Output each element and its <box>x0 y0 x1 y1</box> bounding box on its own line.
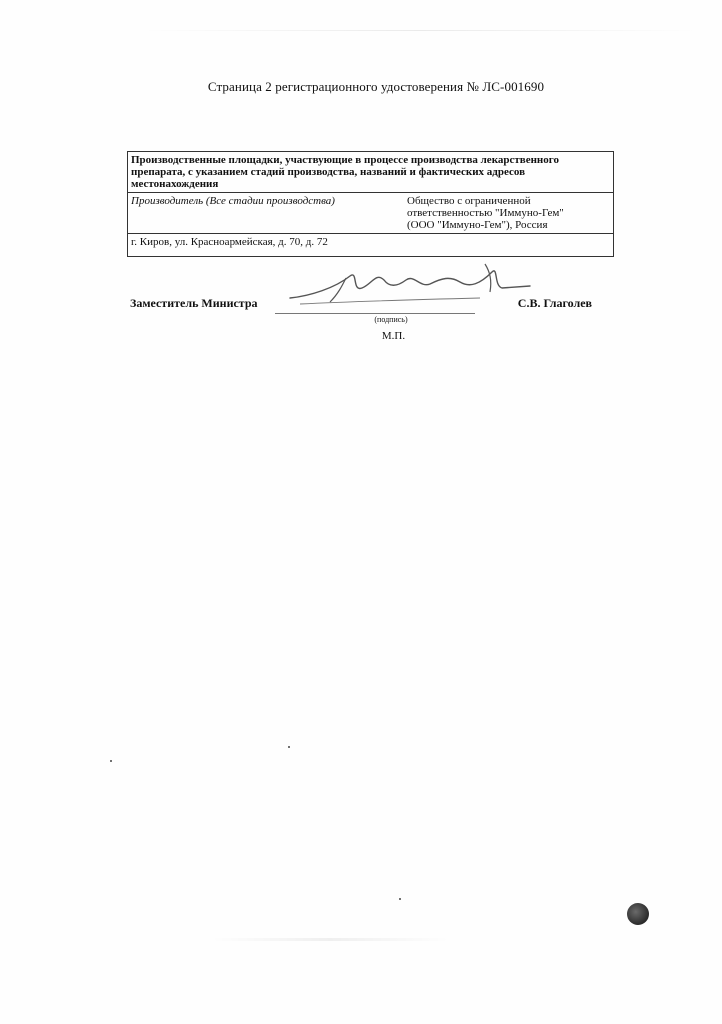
scan-artifact-top <box>140 30 700 31</box>
signature-caption-text: (подпись) <box>374 315 408 324</box>
signature-caption <box>0 315 722 324</box>
signature-line <box>275 313 475 314</box>
organization-line: (ООО "Иммуно-Гем"), Россия <box>407 219 548 231</box>
scan-speck <box>399 898 401 900</box>
organization-line: Общество с ограниченной <box>407 195 531 207</box>
stamp-mark <box>0 330 722 342</box>
scan-artifact-bottom <box>210 938 450 941</box>
site-address-cell: г. Киров, ул. Красноармейская, д. 70, д. 72 <box>128 234 614 257</box>
table-header-row <box>128 152 614 193</box>
manufacturer-role-cell: Производитель (Все стадии производства) <box>128 193 405 234</box>
manufacturing-sites-table <box>127 151 614 257</box>
signatory-name: С.В. Глаголев <box>517 296 592 310</box>
signatory-title: Заместитель Министра <box>130 296 258 310</box>
scan-speck <box>110 760 112 762</box>
page-title-text: Страница 2 регистрационного удостоверения № ЛС-001690 <box>207 79 545 94</box>
organization-line: ответственностью "Иммуно-Гем" <box>407 207 564 219</box>
manufacturer-organization-cell <box>404 193 614 234</box>
table-address-row <box>128 234 614 257</box>
stamp-mark-text: М.П. <box>381 330 406 342</box>
punch-hole-mark <box>627 903 649 925</box>
page-title <box>0 79 722 95</box>
table-row <box>128 193 614 234</box>
signature-row <box>130 296 592 316</box>
scan-speck <box>288 746 290 748</box>
table-header-cell: Производственные площадки, участвующие в процессе производства лекарственного препарата, с указанием стадий производства, названий и фактических адресов местонахождения <box>128 152 614 193</box>
